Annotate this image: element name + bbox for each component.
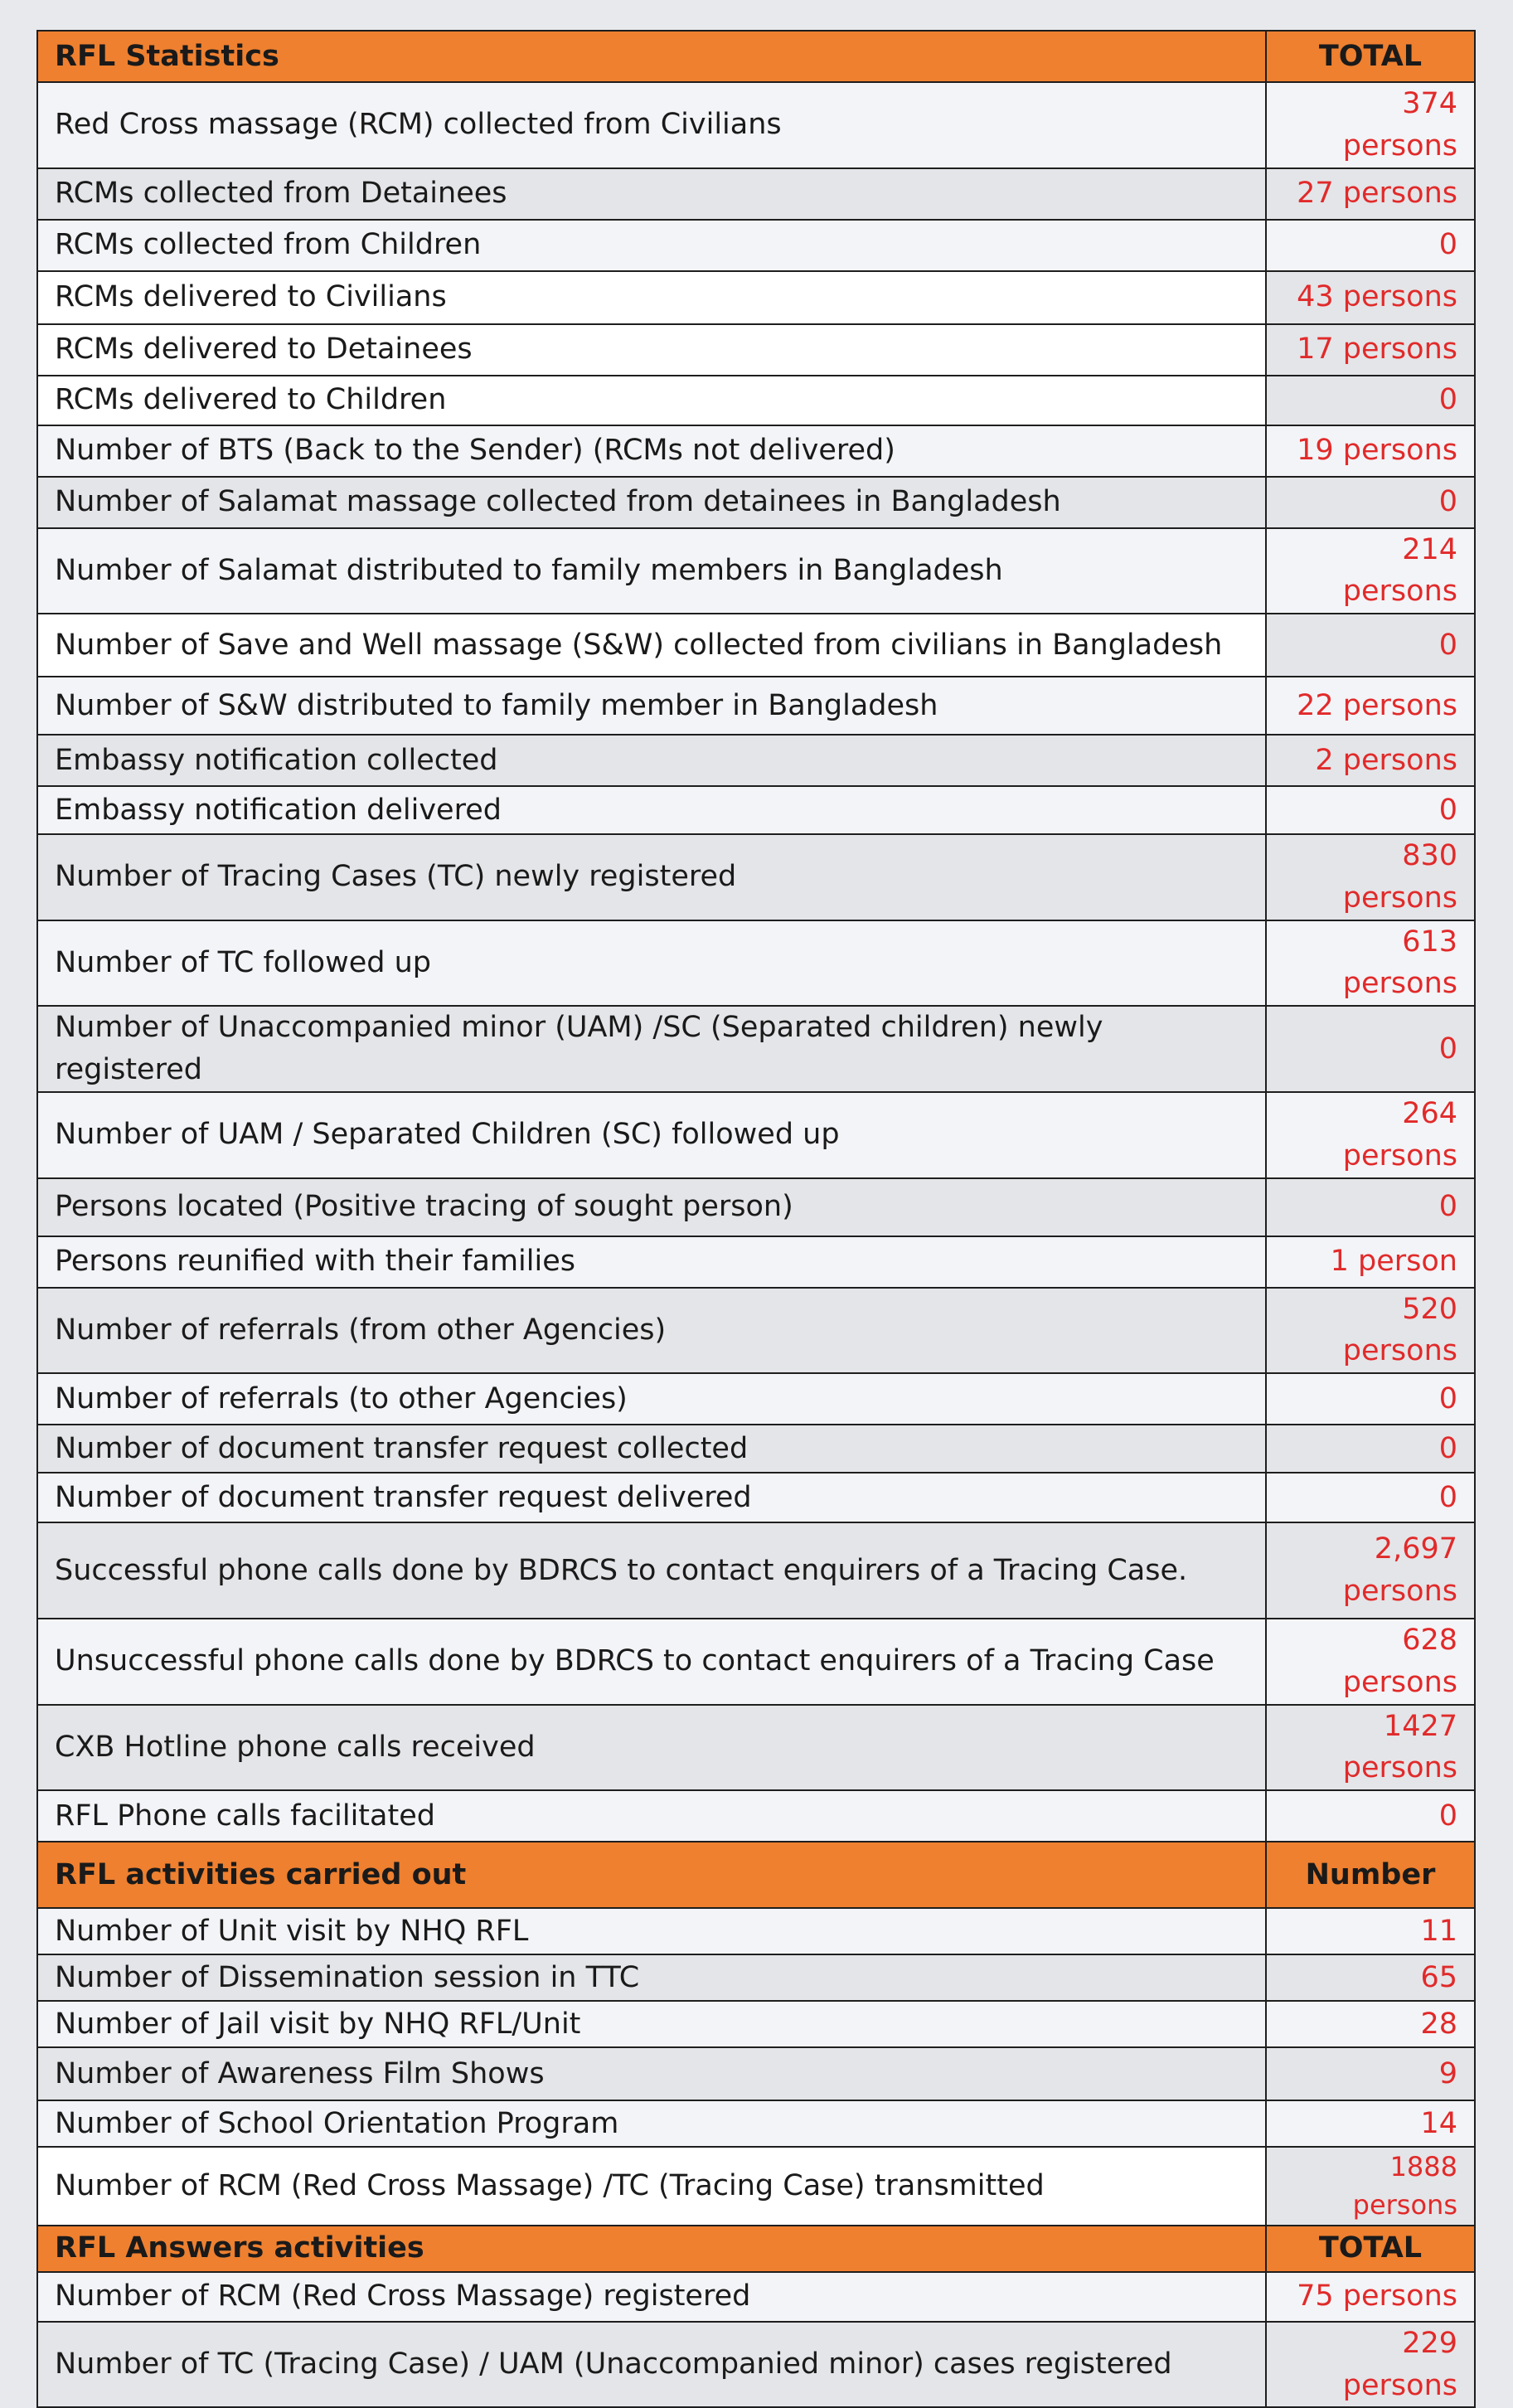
row-value: 0 [1266,786,1475,834]
row-label: Number of RCM (Red Cross Massage) /TC (Tracing Case) transmitted [37,2147,1266,2226]
row-value: 0 [1266,1373,1475,1425]
table-row [37,1288,1475,1374]
table-row [37,2047,1475,2100]
row-label: Persons located (Positive tracing of sought person) [37,1178,1266,1236]
table-row [37,2147,1475,2226]
row-value: 264 persons [1266,1092,1475,1178]
table-row [37,1006,1475,1092]
table-row [37,376,1475,425]
row-label: Persons reunified with their families [37,1236,1266,1288]
section-column-header: Number [1266,1842,1475,1908]
section-column-header: TOTAL [1266,31,1475,82]
row-label: RFL Phone calls facilitated [37,1790,1266,1842]
table-row [37,1236,1475,1288]
row-value: 43 persons [1266,271,1475,324]
row-label: Number of School Orientation Program [37,2100,1266,2147]
table-row [37,834,1475,920]
table-row [37,1908,1475,1954]
row-label: RCMs collected from Children [37,220,1266,271]
section-title: RFL activities carried out [37,1842,1266,1908]
row-label: Embassy notification delivered [37,786,1266,834]
row-label: Number of Tracing Cases (TC) newly registered [37,834,1266,920]
table-row [37,2001,1475,2047]
table-row [37,735,1475,786]
row-value: 75 persons [1266,2272,1475,2322]
table-row [37,324,1475,376]
section-header [37,1842,1475,1908]
row-label: Number of RCM (Red Cross Massage) registered [37,2272,1266,2322]
row-value: 1888 persons [1266,2147,1475,2226]
table-row [37,1522,1475,1619]
row-value: 1427 persons [1266,1705,1475,1791]
row-value: 17 persons [1266,324,1475,376]
table-row [37,82,1475,168]
table-row [37,677,1475,735]
table-row [37,1178,1475,1236]
section-header [37,31,1475,82]
row-label: Number of S&W distributed to family member in Bangladesh [37,677,1266,735]
row-value: 0 [1266,1473,1475,1522]
row-label: Number of document transfer request delivered [37,1473,1266,1522]
table-row [37,2322,1475,2408]
table-row [37,1790,1475,1842]
row-label: Number of Save and Well massage (S&W) collected from civilians in Bangladesh [37,614,1266,677]
row-label: Number of TC (Tracing Case) / UAM (Unaccompanied minor) cases registered [37,2322,1266,2408]
row-label: RCMs collected from Detainees [37,168,1266,220]
row-value: 229 persons [1266,2322,1475,2408]
row-value: 28 [1266,2001,1475,2047]
section-header [37,2226,1475,2272]
row-value: 9 [1266,2047,1475,2100]
row-label: Number of Awareness Film Shows [37,2047,1266,2100]
rfl-statistics-table [36,30,1476,2408]
row-value: 0 [1266,220,1475,271]
row-label: Number of Unaccompanied minor (UAM) /SC (Separated children) newly registered [37,1006,1266,1092]
row-label: Number of TC followed up [37,920,1266,1007]
row-label: Unsuccessful phone calls done by BDRCS to contact enquirers of a Tracing Case [37,1619,1266,1705]
row-value: 0 [1266,477,1475,528]
row-value: 0 [1266,1178,1475,1236]
row-value: 2 persons [1266,735,1475,786]
table-row [37,1473,1475,1522]
row-label: Number of Jail visit by NHQ RFL/Unit [37,2001,1266,2047]
row-label: Number of UAM / Separated Children (SC) followed up [37,1092,1266,1178]
row-label: Number of Salamat distributed to family members in Bangladesh [37,528,1266,614]
table-row [37,528,1475,614]
table-row [37,1619,1475,1705]
table-row [37,614,1475,677]
row-label: Embassy notification collected [37,735,1266,786]
row-label: Number of referrals (from other Agencies) [37,1288,1266,1374]
row-value: 11 [1266,1908,1475,1954]
row-value: 0 [1266,1425,1475,1473]
row-label: Successful phone calls done by BDRCS to contact enquirers of a Tracing Case. [37,1522,1266,1619]
row-label: Number of BTS (Back to the Sender) (RCMs not delivered) [37,425,1266,477]
row-label: CXB Hotline phone calls received [37,1705,1266,1791]
section-title: RFL Statistics [37,31,1266,82]
row-value: 27 persons [1266,168,1475,220]
row-value: 214 persons [1266,528,1475,614]
table-row [37,1373,1475,1425]
table-row [37,2272,1475,2322]
table-row [37,168,1475,220]
row-label: Number of Dissemination session in TTC [37,1954,1266,2001]
table-row [37,920,1475,1007]
row-value: 0 [1266,1006,1475,1092]
row-value: 1 person [1266,1236,1475,1288]
table-row [37,220,1475,271]
section-column-header: TOTAL [1266,2226,1475,2272]
section-title: RFL Answers activities [37,2226,1266,2272]
row-value: 0 [1266,376,1475,425]
row-label: Number of Salamat massage collected from detainees in Bangladesh [37,477,1266,528]
table-row [37,425,1475,477]
table-row [37,1954,1475,2001]
row-value: 19 persons [1266,425,1475,477]
row-label: Number of Unit visit by NHQ RFL [37,1908,1266,1954]
row-value: 65 [1266,1954,1475,2001]
table-row [37,786,1475,834]
table-row [37,477,1475,528]
table-row [37,1425,1475,1473]
row-value: 14 [1266,2100,1475,2147]
row-value: 0 [1266,614,1475,677]
row-label: RCMs delivered to Children [37,376,1266,425]
row-value: 374 persons [1266,82,1475,168]
row-value: 0 [1266,1790,1475,1842]
table-row [37,271,1475,324]
row-value: 22 persons [1266,677,1475,735]
row-label: RCMs delivered to Detainees [37,324,1266,376]
row-value: 830 persons [1266,834,1475,920]
row-label: Number of referrals (to other Agencies) [37,1373,1266,1425]
row-label: Number of document transfer request collected [37,1425,1266,1473]
row-value: 520 persons [1266,1288,1475,1374]
row-value: 613 persons [1266,920,1475,1007]
row-value: 2,697 persons [1266,1522,1475,1619]
row-value: 628 persons [1266,1619,1475,1705]
table-row [37,1705,1475,1791]
row-label: RCMs delivered to Civilians [37,271,1266,324]
table-row [37,2100,1475,2147]
table-row [37,1092,1475,1178]
row-label: Red Cross massage (RCM) collected from Civilians [37,82,1266,168]
